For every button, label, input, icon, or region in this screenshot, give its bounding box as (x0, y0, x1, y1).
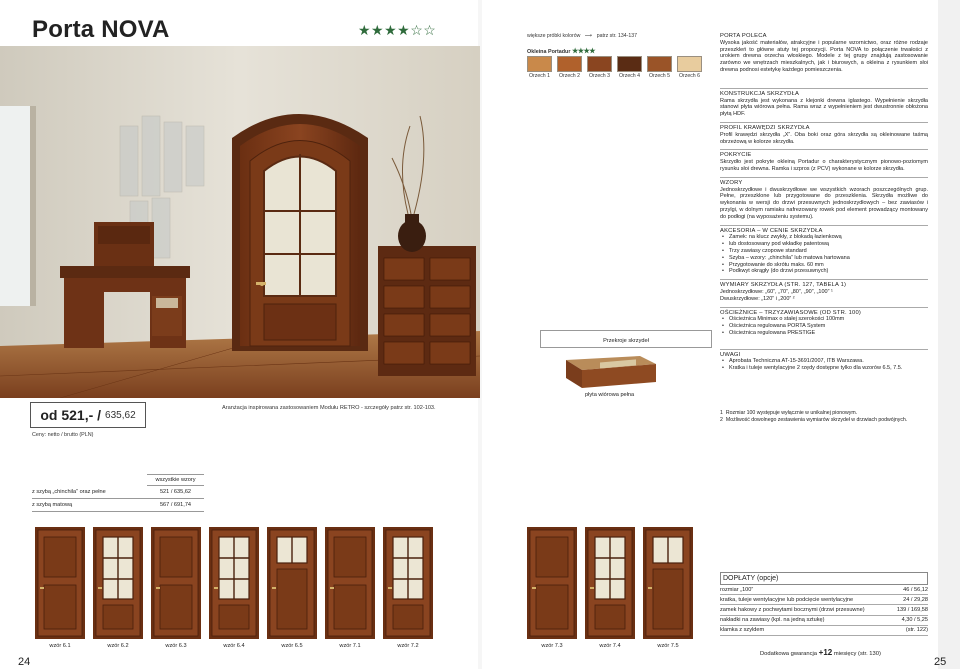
guarantee-note: Dodatkowa gwarancja +12 miesięcy (str. 130) (760, 648, 881, 657)
swatch-label: Orzech 4 (618, 73, 641, 79)
table-row: z szybą „chinchila” oraz pełne 521 / 635,62 (32, 486, 204, 499)
price-box (30, 402, 146, 428)
section-pokrycie: POKRYCIE Skrzydło jest pokryte okleiną Portadur o charakterystycznym pionowo-poziomym rysunku słoi drewna. Ramka i szpros (z PCV) wykonane w kolorze skrzydła. (720, 149, 928, 172)
section-wzory: WZORY Jednoskrzydłowe i dwuskrzydłowe we wszystkich wzorach poszczególnych grup. Pełne, przeszklone lub przygotowane do przeszklenia. Skrzydła możliwe do wykonania w wersji do drzwi przesuwnych jednoskrzydłowych – bez zawiasów i przylgi, w dolnym ramiaku nafrezowany rowek pod element prowadzący montowany do podłogi (na wyposażeniu systemu). (720, 177, 928, 221)
swatch-labels (527, 73, 702, 79)
section-konstrukcja: KONSTRUKCJA SKRZYDŁA Rama skrzydła jest wykonana z klejonki drewna iglastego. Wypełnienie skrzydła stanowi płyta wiórowa pełna. Rama wraz z wypełnieniem jest dwustronnie obłożona płytą HDF. (720, 88, 928, 118)
list-item: • Kratka i tuleje wentylacyjne 2 rzędy dostępne tylko dla wzorów 6.5, 7.5. (729, 365, 928, 372)
door-thumbnail (527, 527, 577, 639)
list-item: • Ościeżnica Minimax o stałej szerokości 100mm (729, 316, 928, 323)
swatch-orzech-4 (617, 56, 642, 72)
guarantee-bold: +12 (818, 648, 833, 657)
section-oscieznice: OŚCIEŻNICE – TRZYZAWIASOWE (OD STR. 100) • Ościeżnica Minimax o stałej szerokości 100mm • Ościeżnica regulowana PORTA System • Ościeżnica regulowana PRESTIGE (720, 307, 928, 337)
footnote: 1 Rozmiar 100 występuje wyłącznie w unikalnej pionowym. (720, 410, 858, 416)
price-note: Ceny: netto / brutto (PLN) (32, 432, 94, 438)
cross-section-illustration (560, 354, 660, 392)
door-label: wzór 7.5 (657, 643, 679, 649)
price-main: od 521,- / (40, 407, 102, 423)
list-item: • Szyba – wzory: „chinchila” lub matowa hartowana (729, 255, 928, 262)
footnote: 2 Możliwość dowolnego zestawienia wymiarów skrzydeł w drzwiach podwójnych. (720, 416, 908, 423)
plyta-label: płyta wiórowa pełna (585, 392, 635, 398)
swatch-orzech-6 (677, 56, 702, 72)
doplaty-table (720, 572, 928, 636)
door-thumbnail (35, 527, 85, 639)
page-title: Porta NOVA (32, 16, 170, 43)
okleina-stars: ★★★★ (571, 48, 596, 55)
arrow-right-icon: ⟶ (584, 33, 593, 39)
door-thumbnail (383, 527, 433, 639)
door-thumbnail (585, 527, 635, 639)
list-item: • Trzy zawiasy czopowe standard (729, 248, 928, 255)
page-number-left: 24 (18, 656, 31, 668)
interior-photo (0, 46, 480, 398)
list-item: • Zamek: na klucz zwykły, z blokadą łazienkową (729, 234, 928, 241)
section-profil: PROFIL KRAWĘDZI SKRZYDŁA Profil krawędzi skrzydła „X”. Oba boki oraz góra skrzydła są okleinowane taśmą obrzeżową w kolorze skrzydła. (720, 122, 928, 145)
footnotes (720, 410, 928, 423)
swatch-orzech-1 (527, 56, 552, 72)
section-porta-poleca: PORTA POLECA Wysoka jakość materiałów, atrakcyjne i popularne wzornictwo, oraz różne rodzaje przeszkleń to główne atuty tej propozycji. Porta NOVA to połączenie trwałości z urokiem drewna orzecha włoskiego. Modele z tej grupy znajdują zastosowanie zarówno we wnętrzach mieszkalnych, jak i biurowych, a okleina z rysunkiem słoi drewna podnosi estetykę każdego pomieszczenia. (720, 33, 928, 73)
swatch-orzech-2 (557, 56, 582, 72)
price-table-header: wszystkie wzory (147, 474, 204, 486)
swatch-label: Orzech 6 (678, 73, 701, 79)
swatch-header (527, 33, 637, 39)
swatch-orzech-5 (647, 56, 672, 72)
page-number-right: 25 (934, 656, 947, 668)
door-thumbnail (93, 527, 143, 639)
list-item: • Aprobata Techniczna AT-15-3691/2007, ITB Warszawa. (729, 358, 928, 365)
przekroje-box: Przekroje skrzydeł (540, 330, 712, 348)
doplaty-title: DOPŁATY (opcje) (720, 572, 928, 585)
list-item: • Ościeżnica regulowana PORTA System (729, 323, 928, 330)
table-row: kratka, tuleje wentylacyjne lub podcięcie wentylacyjne 24 / 29,28 (720, 595, 928, 605)
right-edge-bar (938, 0, 960, 669)
list-item: • Podkwyt okrągły (do drzwi przesuwnych) (729, 268, 928, 275)
swatch-label: Orzech 1 (528, 73, 551, 79)
list-item: • Przygotowanie do skrótu maks. 60 mm (729, 262, 928, 269)
door-label: wzór 6.5 (281, 643, 303, 649)
swatch-header-right: patrz str. 134-137 (596, 33, 638, 39)
door-label: wzór 7.1 (339, 643, 361, 649)
door-label: wzór 6.3 (165, 643, 187, 649)
price-table (32, 474, 204, 512)
door-label: wzór 7.3 (541, 643, 563, 649)
table-row: zamek hakowy z pochwytami bocznymi (drzwi przesuwne) 139 / 169,58 (720, 605, 928, 615)
swatch-label: Orzech 5 (648, 73, 671, 79)
price-sub: 635,62 (105, 409, 136, 421)
section-akcesoria: AKCESORIA – W CENIE SKRZYDŁA • Zamek: na klucz zwykły, z blokadą łazienkową • lub dostosowany pod wkładkę patentową • Trzy zawiasy czopowe standard • Szyba – wzory: „chinchila” lub matowa hartowana • Przygotowanie do skrótu maks. 60 mm • Podkwyt okrągły (do drzwi przesuwnych) (720, 225, 928, 276)
list-item: • lub dostosowany pod wkładkę patentową (729, 241, 928, 248)
door-label: wzór 7.4 (599, 643, 621, 649)
swatch-header-left: większe próbki kolorów (527, 33, 581, 39)
table-row: klamka z szyldem (str. 122) (720, 626, 928, 636)
door-thumbnail (643, 527, 693, 639)
swatch-label: Orzech 2 (558, 73, 581, 79)
list-item: • Ościeżnica regulowana PRESTIGE (729, 330, 928, 337)
table-row: z szybą matową 567 / 691,74 (32, 499, 204, 512)
section-wymiary: WYMIARY SKRZYDŁA (STR. 127, TABELA 1) Jednoskrzydłowe: „60”, „70”, „80”, „90”, „100” ¹ Dwuskrzydłowe: „120” i „200” ² (720, 279, 928, 302)
table-row: nakładki na zawiasy (kpl. na jedną sztukę) 4,30 / 5,25 (720, 616, 928, 626)
rating-stars: ★★★★☆☆ (358, 22, 437, 38)
door-label: wzór 7.2 (397, 643, 419, 649)
section-uwagi: UWAGI • Aprobata Techniczna AT-15-3691/2007, ITB Warszawa. • Kratka i tuleje wentylacyjne 2 rzędy dostępne tylko dla wzorów 6.5, 7.5. (720, 349, 928, 372)
door-label: wzór 6.4 (223, 643, 245, 649)
door-label: wzór 6.2 (107, 643, 129, 649)
spec-column (720, 31, 928, 376)
okleina-label: Okleina Portadur ★★★★ (527, 48, 596, 55)
door-thumbnail (325, 527, 375, 639)
swatch-row (527, 56, 702, 72)
swatch-label: Orzech 3 (588, 73, 611, 79)
door-thumbnail (267, 527, 317, 639)
table-row: rozmiar „100” 46 / 56,12 (720, 585, 928, 595)
swatch-orzech-3 (587, 56, 612, 72)
door-label: wzór 6.1 (49, 643, 71, 649)
door-thumbnail (151, 527, 201, 639)
arrangement-note: Aranżacja inspirowana zastosowaniem Modułu RETRO - szczegóły patrz str. 102-103. (222, 405, 436, 411)
door-thumbnail (209, 527, 259, 639)
